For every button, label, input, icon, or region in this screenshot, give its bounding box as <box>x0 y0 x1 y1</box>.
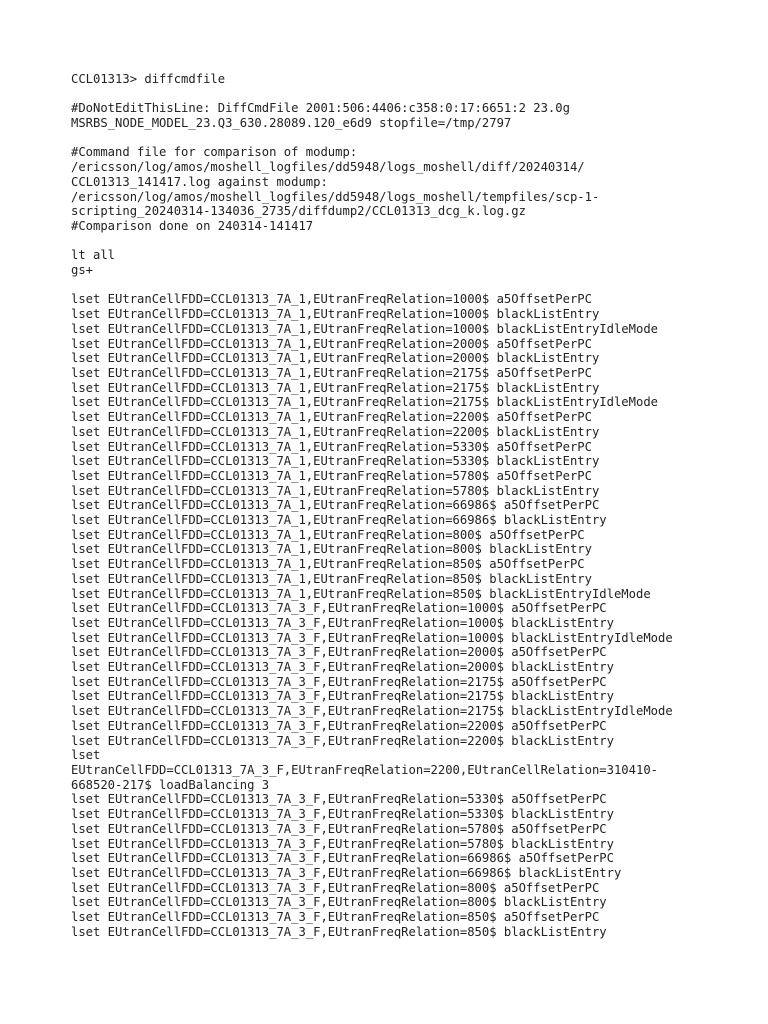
text-line: /ericsson/log/amos/moshell_logfiles/dd5948/logs_moshell/diff/20240314/ <box>71 160 585 175</box>
text-line: lset EUtranCellFDD=CCL01313_7A_1,EUtranFreqRelation=5330$ blackListEntry <box>71 454 600 469</box>
text-line: lset EUtranCellFDD=CCL01313_7A_3_F,EUtranFreqRelation=1000$ blackListEntryIdleMode <box>71 630 673 645</box>
text-line: lset EUtranCellFDD=CCL01313_7A_1,EUtranFreqRelation=1000$ blackListEntryIdleMode <box>71 321 658 336</box>
text-line: lset EUtranCellFDD=CCL01313_7A_1,EUtranFreqRelation=2175$ blackListEntryIdleMode <box>71 395 658 410</box>
text-line: lset EUtranCellFDD=CCL01313_7A_3_F,EUtranFreqRelation=2200$ a5OffsetPerPC <box>71 718 607 733</box>
text-line: lset EUtranCellFDD=CCL01313_7A_1,EUtranFreqRelation=850$ blackListEntryIdleMode <box>71 586 651 601</box>
text-line: lset EUtranCellFDD=CCL01313_7A_3_F,EUtranFreqRelation=1000$ blackListEntry <box>71 615 614 630</box>
text-line: lset EUtranCellFDD=CCL01313_7A_1,EUtranFreqRelation=850$ blackListEntry <box>71 571 592 586</box>
text-line: lset EUtranCellFDD=CCL01313_7A_1,EUtranFreqRelation=2000$ blackListEntry <box>71 351 600 366</box>
text-line: lset EUtranCellFDD=CCL01313_7A_1,EUtranFreqRelation=66986$ blackListEntry <box>71 513 607 528</box>
text-line: lset EUtranCellFDD=CCL01313_7A_3_F,EUtranFreqRelation=5780$ a5OffsetPerPC <box>71 821 607 836</box>
text-line: lset EUtranCellFDD=CCL01313_7A_3_F,EUtranFreqRelation=850$ a5OffsetPerPC <box>71 910 600 925</box>
text-line: lset EUtranCellFDD=CCL01313_7A_3_F,EUtranFreqRelation=2175$ a5OffsetPerPC <box>71 674 607 689</box>
text-line: #Command file for comparison of modump: <box>71 145 358 160</box>
text-paragraph <box>71 101 761 130</box>
text-paragraph <box>71 72 761 87</box>
text-line: #DoNotEditThisLine: DiffCmdFile 2001:506:4406:c358:0:17:6651:2 23.0g <box>71 101 570 116</box>
text-line: lset EUtranCellFDD=CCL01313_7A_1,EUtranFreqRelation=2200$ blackListEntry <box>71 424 600 439</box>
text-line: lset EUtranCellFDD=CCL01313_7A_1,EUtranFreqRelation=5330$ a5OffsetPerPC <box>71 439 592 454</box>
text-line: lset EUtranCellFDD=CCL01313_7A_1,EUtranFreqRelation=850$ a5OffsetPerPC <box>71 557 585 572</box>
text-line: lset EUtranCellFDD=CCL01313_7A_3_F,EUtranFreqRelation=5780$ blackListEntry <box>71 836 614 851</box>
text-line: lset EUtranCellFDD=CCL01313_7A_1,EUtranFreqRelation=5780$ a5OffsetPerPC <box>71 468 592 483</box>
text-paragraph <box>71 248 761 277</box>
text-line: lset EUtranCellFDD=CCL01313_7A_1,EUtranFreqRelation=800$ blackListEntry <box>71 542 592 557</box>
text-line: lset EUtranCellFDD=CCL01313_7A_3_F,EUtranFreqRelation=800$ a5OffsetPerPC <box>71 880 600 895</box>
text-line: lset EUtranCellFDD=CCL01313_7A_1,EUtranFreqRelation=2000$ a5OffsetPerPC <box>71 336 592 351</box>
document-body <box>71 72 761 939</box>
text-line: lset <box>71 748 101 763</box>
text-line: EUtranCellFDD=CCL01313_7A_3_F,EUtranFreqRelation=2200,EUtranCellRelation=310410- <box>71 762 658 777</box>
text-line: #Comparison done on 240314-141417 <box>71 219 314 233</box>
text-line: 668520-217$ loadBalancing 3 <box>71 777 270 792</box>
text-line: lset EUtranCellFDD=CCL01313_7A_3_F,EUtranFreqRelation=2000$ a5OffsetPerPC <box>71 645 607 660</box>
text-line: MSRBS_NODE_MODEL_23.Q3_630.28089.120_e6d9 stopfile=/tmp/2797 <box>71 116 512 131</box>
text-line: lset EUtranCellFDD=CCL01313_7A_1,EUtranFreqRelation=2200$ a5OffsetPerPC <box>71 410 592 425</box>
text-line: lset EUtranCellFDD=CCL01313_7A_3_F,EUtranFreqRelation=66986$ a5OffsetPerPC <box>71 851 614 866</box>
text-line: lset EUtranCellFDD=CCL01313_7A_3_F,EUtranFreqRelation=2200$ blackListEntry <box>71 733 614 748</box>
text-line: lset EUtranCellFDD=CCL01313_7A_3_F,EUtranFreqRelation=2175$ blackListEntry <box>71 689 614 704</box>
text-line: CCL01313> diffcmdfile <box>71 72 226 86</box>
text-line: lset EUtranCellFDD=CCL01313_7A_1,EUtranFreqRelation=66986$ a5OffsetPerPC <box>71 498 600 513</box>
text-line: lset EUtranCellFDD=CCL01313_7A_1,EUtranFreqRelation=2175$ a5OffsetPerPC <box>71 366 592 380</box>
text-paragraph <box>71 145 761 233</box>
text-line: lset EUtranCellFDD=CCL01313_7A_3_F,EUtranFreqRelation=5330$ blackListEntry <box>71 807 614 822</box>
text-line: lset EUtranCellFDD=CCL01313_7A_3_F,EUtranFreqRelation=2175$ blackListEntryIdleMode <box>71 704 673 719</box>
text-line: CCL01313_141417.log against modump: <box>71 174 328 189</box>
text-line: lset EUtranCellFDD=CCL01313_7A_1,EUtranFreqRelation=1000$ blackListEntry <box>71 307 600 322</box>
text-line: lset EUtranCellFDD=CCL01313_7A_3_F,EUtranFreqRelation=5330$ a5OffsetPerPC <box>71 792 607 807</box>
text-line: lt all <box>71 248 116 263</box>
text-line: lset EUtranCellFDD=CCL01313_7A_1,EUtranFreqRelation=5780$ blackListEntry <box>71 483 600 498</box>
text-line: scripting_20240314-134036_2735/diffdump2/CCL01313_dcg_k.log.gz <box>71 204 526 219</box>
text-line: lset EUtranCellFDD=CCL01313_7A_3_F,EUtranFreqRelation=850$ blackListEntry <box>71 924 607 939</box>
text-line: lset EUtranCellFDD=CCL01313_7A_1,EUtranFreqRelation=800$ a5OffsetPerPC <box>71 527 585 542</box>
text-line: lset EUtranCellFDD=CCL01313_7A_1,EUtranFreqRelation=1000$ a5OffsetPerPC <box>71 292 592 307</box>
text-paragraph <box>71 292 761 939</box>
text-line: lset EUtranCellFDD=CCL01313_7A_3_F,EUtranFreqRelation=2000$ blackListEntry <box>71 660 614 675</box>
text-line: lset EUtranCellFDD=CCL01313_7A_3_F,EUtranFreqRelation=800$ blackListEntry <box>71 895 607 910</box>
text-line: lset EUtranCellFDD=CCL01313_7A_3_F,EUtranFreqRelation=66986$ blackListEntry <box>71 865 622 880</box>
text-line: gs+ <box>71 263 94 278</box>
text-line: /ericsson/log/amos/moshell_logfiles/dd5948/logs_moshell/tempfiles/scp-1- <box>71 189 600 204</box>
text-line: lset EUtranCellFDD=CCL01313_7A_1,EUtranFreqRelation=2175$ blackListEntry <box>71 380 600 395</box>
text-line: lset EUtranCellFDD=CCL01313_7A_3_F,EUtranFreqRelation=1000$ a5OffsetPerPC <box>71 601 607 616</box>
